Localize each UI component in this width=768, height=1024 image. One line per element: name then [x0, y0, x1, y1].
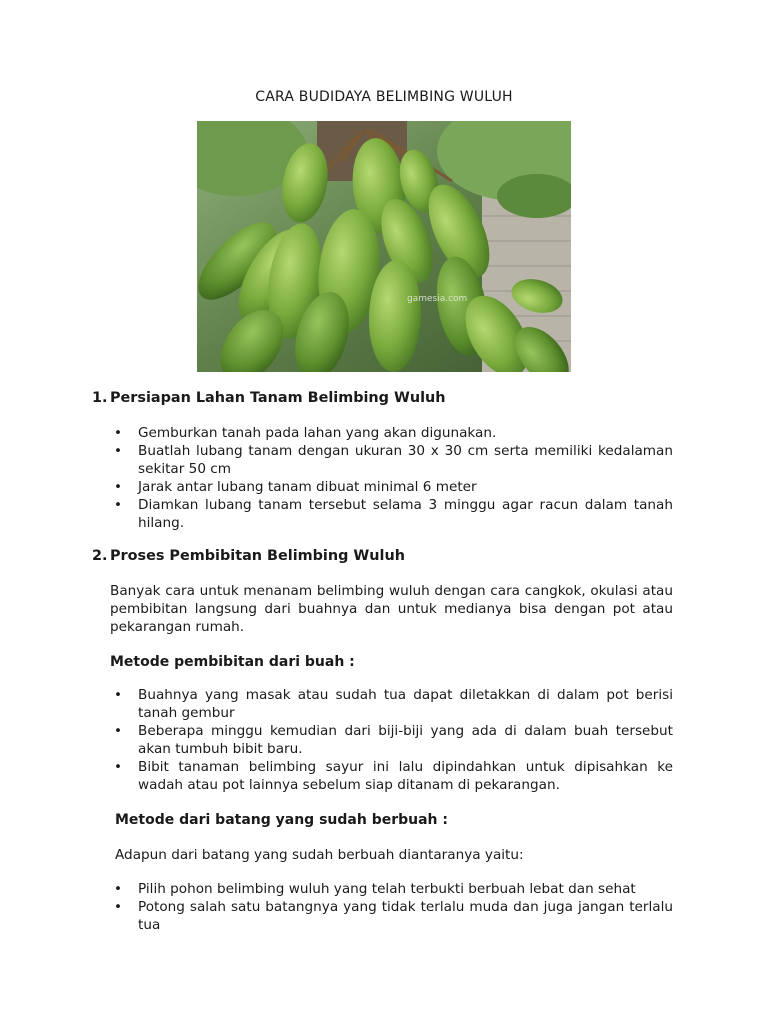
bullet-icon: •	[114, 479, 123, 495]
section-1-number: 1.	[92, 390, 108, 406]
method-2-heading: Metode dari batang yang sudah berbuah :	[115, 812, 448, 828]
section-2-heading	[92, 547, 405, 565]
image-watermark: gamesia.com	[407, 294, 468, 304]
list-item: • Bibit tanaman belimbing sayur ini lalu dipindahkan untuk dipisahkan ke wadah atau pot lainnya sebelum siap ditanam di pekarangan.	[114, 759, 673, 793]
list-item: • Potong salah satu batangnya yang tidak terlalu muda dan juga jangan terlalu tua	[114, 899, 673, 933]
bullet-icon: •	[114, 723, 123, 739]
section-2-title: Proses Pembibitan Belimbing Wuluh	[110, 548, 405, 564]
bullet-icon: •	[114, 425, 123, 441]
bullet-icon: •	[114, 687, 123, 703]
belimbing-wuluh-photo	[197, 121, 571, 372]
list-item: • Jarak antar lubang tanam dibuat minimal 6 meter	[114, 479, 477, 495]
list-item: • Buahnya yang masak atau sudah tua dapat diletakkan di dalam pot berisi tanah gembur	[114, 687, 673, 721]
section-2-number: 2.	[92, 548, 108, 564]
bullet-icon: •	[114, 497, 123, 513]
bullet-icon: •	[114, 881, 123, 897]
bullet-icon: •	[114, 759, 123, 775]
section-1-list	[114, 424, 673, 532]
method-2-list	[114, 880, 673, 934]
method-2-intro: Adapun dari batang yang sudah berbuah diantaranya yaitu:	[115, 847, 524, 863]
list-item: • Pilih pohon belimbing wuluh yang telah terbukti berbuah lebat dan sehat	[114, 881, 636, 897]
list-item: • Diamkan lubang tanam tersebut selama 3 minggu agar racun dalam tanah hilang.	[114, 497, 673, 531]
bullet-icon: •	[114, 899, 123, 915]
list-item: • Beberapa minggu kemudian dari biji-biji yang ada di dalam buah tersebut akan tumbuh bibit baru.	[114, 723, 673, 757]
method-1-heading: Metode pembibitan dari buah :	[110, 654, 355, 670]
section-2-intro: Banyak cara untuk menanam belimbing wuluh dengan cara cangkok, okulasi atau pembibitan langsung dari buahnya dan untuk medianya bisa dengan pot atau pekarangan rumah.	[110, 583, 673, 635]
section-1-heading	[92, 389, 446, 407]
method-1-list	[114, 686, 673, 794]
list-item: • Buatlah lubang tanam dengan ukuran 30 x 30 cm serta memiliki kedalaman sekitar 50 cm	[114, 443, 673, 477]
list-item: • Gemburkan tanah pada lahan yang akan digunakan.	[114, 425, 497, 441]
section-1-title: Persiapan Lahan Tanam Belimbing Wuluh	[110, 390, 446, 406]
page-title: CARA BUDIDAYA BELIMBING WULUH	[255, 89, 513, 105]
bullet-icon: •	[114, 443, 123, 459]
